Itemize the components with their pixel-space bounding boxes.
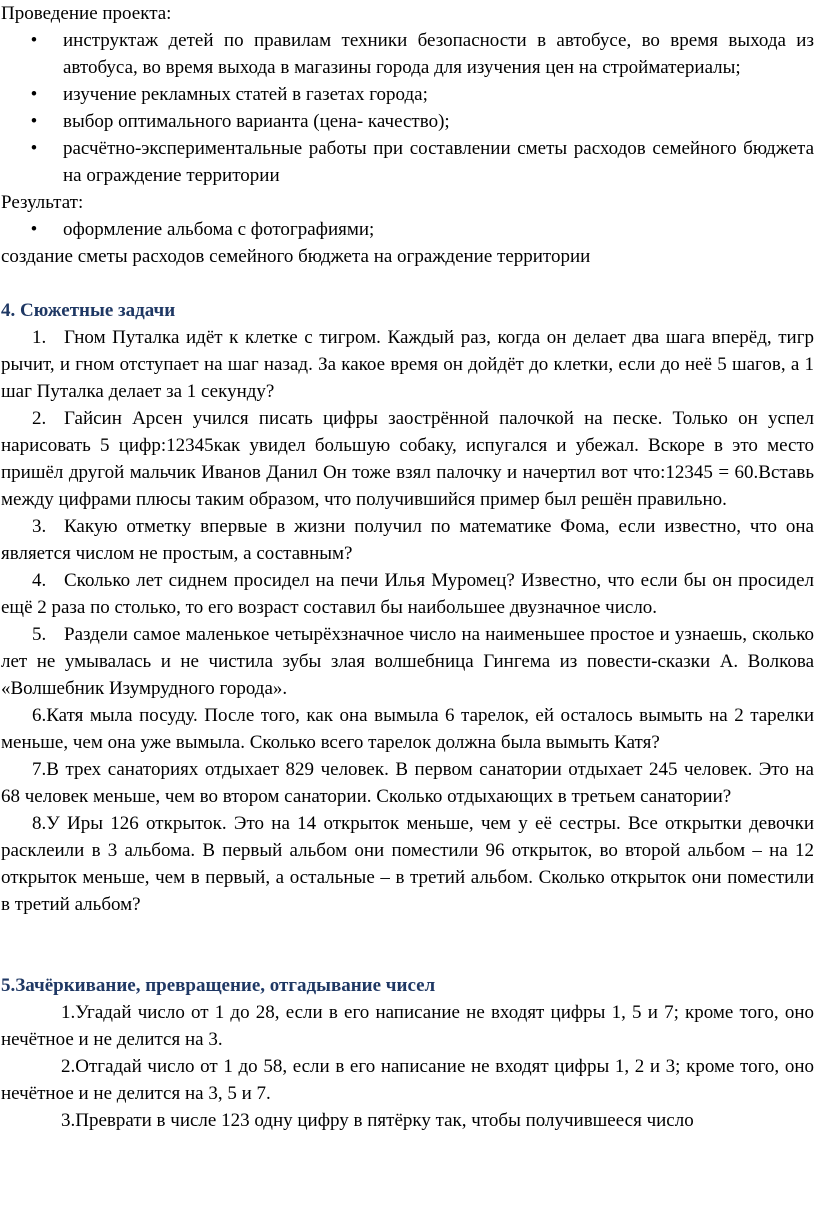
bullet-icon: •: [30, 111, 38, 132]
list-item-text: расчётно-экспериментальные работы при составлении сметы расходов семейного бюджета на ограждение территории: [63, 138, 814, 186]
result-label: Результат:: [1, 192, 84, 213]
task-item: [1, 513, 814, 567]
task-text: Сколько лет сиднем просидел на печи Илья Муромец? Известно, что если бы он просидел ещё 2 раза по столько, то его возраст составил бы наибольшее двузначное число.: [1, 570, 814, 618]
task-item-7: 7.В трех санаториях отдыхает 829 человек. В первом санатории отдыхает 245 человек. Это на 68 человек меньше, чем во втором санатории. Сколько отдыхающих в третьем санатории?: [1, 759, 814, 807]
list-item: [1, 216, 814, 243]
section-4-heading: 4. Сюжетные задачи: [1, 300, 176, 321]
list-item-text: выбор оптимального варианта (цена- качество);: [63, 111, 450, 132]
list-item: [1, 81, 814, 108]
task-number: 3.: [32, 516, 47, 537]
bullet-icon: •: [30, 30, 38, 51]
task-item: 3.Преврати в числе 123 одну цифру в пятёрку так, чтобы получившееся число: [61, 1110, 694, 1131]
task-item: 2.Отгадай число от 1 до 58, если в его написание не входят цифры 1, 2 и 3; кроме того, оно нечётное и не делится на 3, 5 и 7.: [1, 1056, 814, 1104]
task-number: 5.: [32, 624, 47, 645]
task-item-6: 6.Катя мыла посуду. После того, как она вымыла 6 тарелок, ей осталось вымыть на 2 тарелки меньше, чем она уже вымыла. Сколько всего тарелок должна была вымыть Катя?: [1, 705, 814, 753]
spacer: [1, 270, 814, 297]
result-tail: создание сметы расходов семейного бюджета на ограждение территории: [1, 246, 591, 267]
task-text: Гайсин Арсен учился писать цифры заострённой палочкой на песке. Только он успел нарисовать 5 цифр:12345как увидел большую собаку, испугался и убежал. Вскоре в это место пришёл другой мальчик Иванов Данил Он тоже взял палочку и начертил вот что:12345 = 60.Вставь между цифрами плюсы таким образом, что получившийся пример был решён правильно.: [1, 408, 814, 510]
bullet-icon: •: [30, 84, 38, 105]
task-number: 2.: [32, 408, 47, 429]
list-item-text: инструктаж детей по правилам техники безопасности в автобусе, во время выхода из автобуса, во время выхода в магазины города для изучения цен на стройматериалы;: [63, 30, 814, 78]
list-item: [1, 108, 814, 135]
list-item: [1, 27, 814, 81]
task-item: [1, 405, 814, 513]
bullet-icon: •: [30, 219, 38, 240]
task-item: [1, 621, 814, 702]
task-text: Гном Путалка идёт к клетке с тигром. Каждый раз, когда он делает два шага вперёд, тигр рычит, и гном отступает на шаг назад. За какое время он дойдёт до клетки, если до неё 5 шагов, а 1 шаг Путалка делает за 1 секунду?: [1, 327, 814, 402]
task-number: 4.: [32, 570, 47, 591]
task-item: [1, 567, 814, 621]
spacer: [1, 918, 814, 972]
project-conduct-label: Проведение проекта:: [1, 3, 172, 24]
section-5-heading: 5.Зачёркивание, превращение, отгадывание чисел: [1, 975, 436, 996]
project-conduct-list: [1, 27, 814, 189]
task-item: [1, 324, 814, 405]
list-item: [1, 135, 814, 189]
task-text: Раздели самое маленькое четырёхзначное число на наименьшее простое и узнаешь, сколько лет не умывалась и не чистила зубы злая волшебница Гингема из повести-сказки А. Волкова «Волшебник Изумрудного города».: [1, 624, 814, 699]
result-list: [1, 216, 814, 243]
task-item-8: 8.У Иры 126 открыток. Это на 14 открыток меньше, чем у её сестры. Все открытки девочки расклеили в 3 альбома. В первый альбом они поместили 96 открыток, во второй альбом – на 12 открыток меньше, чем в первый, а остальные – в третий альбом. Сколько открыток они поместили в третий альбом?: [1, 813, 814, 915]
task-text: Какую отметку впервые в жизни получил по математике Фома, если известно, что она является числом не простым, а составным?: [1, 516, 814, 564]
task-item: 1.Угадай число от 1 до 28, если в его написание не входят цифры 1, 5 и 7; кроме того, оно нечётное и не делится на 3.: [1, 1002, 814, 1050]
list-item-text: изучение рекламных статей в газетах города;: [63, 84, 428, 105]
bullet-icon: •: [30, 138, 38, 159]
list-item-text: оформление альбома с фотографиями;: [63, 219, 375, 240]
task-number: 1.: [32, 327, 47, 348]
